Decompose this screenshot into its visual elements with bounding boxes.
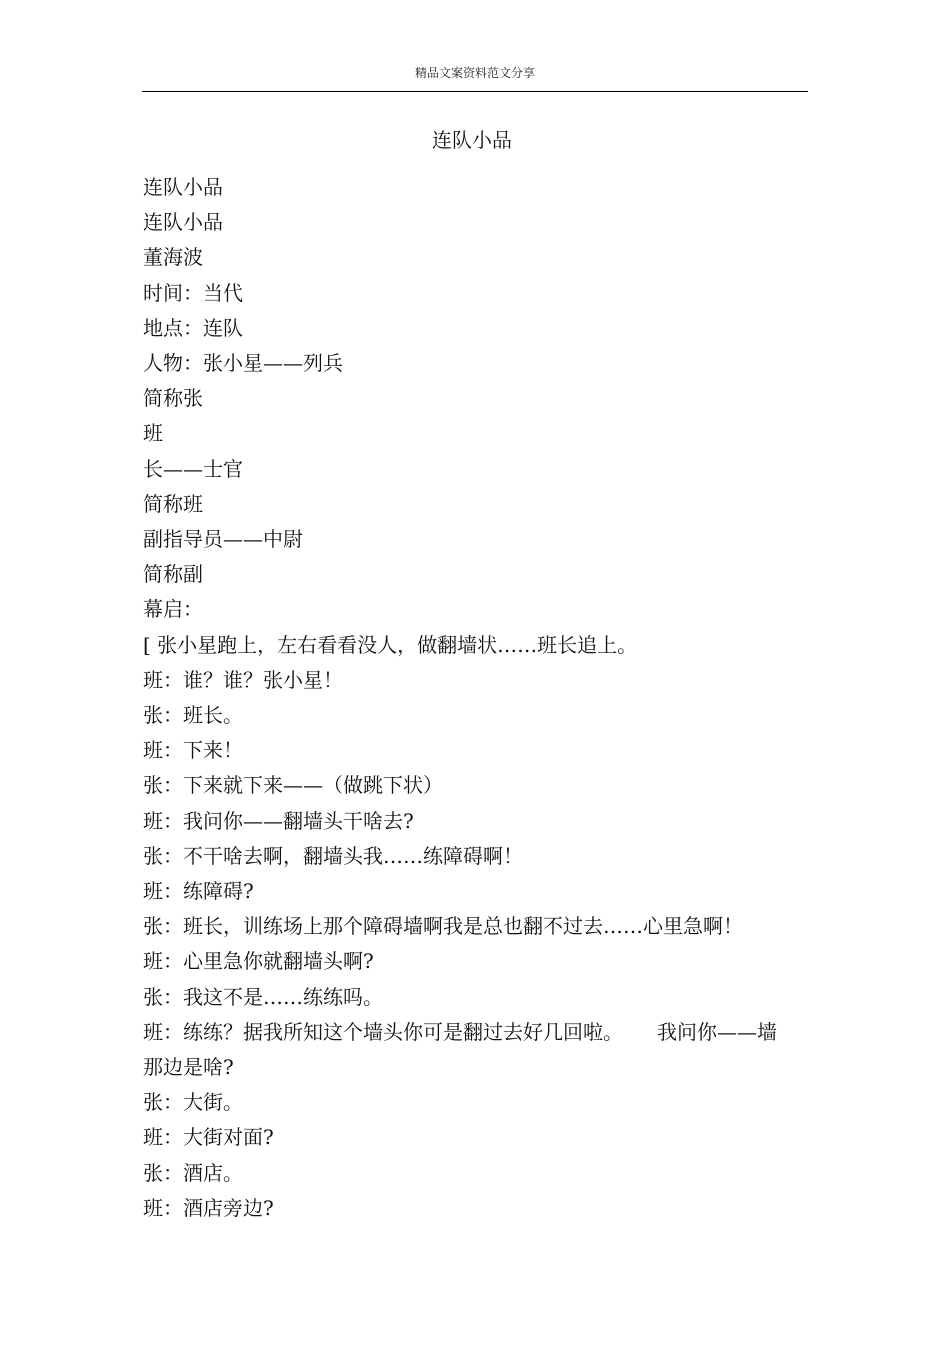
dialogue-line: 班：心里急你就翻墙头啊?	[143, 949, 374, 974]
page-header: 精品文案资料范文分享	[414, 66, 535, 80]
stage-direction: [ 张小星跑上，左右看看没人，做翻墙状……班长追上。	[143, 632, 638, 657]
dialogue-line: 张：班长。	[143, 703, 243, 728]
dialogue-line: 张：不干啥去啊，翻墙头我……练障碍啊！	[143, 843, 523, 868]
body-line: 班	[143, 421, 163, 446]
dialogue-segment: 我问你——墙	[657, 1019, 777, 1044]
body-line: 连队小品	[143, 175, 223, 199]
body-line: 副指导员——中尉	[143, 527, 303, 552]
document-title: 连队小品	[432, 128, 512, 152]
dialogue-line-continued: 那边是啥?	[143, 1055, 234, 1080]
dialogue-line: 班：大街对面?	[143, 1125, 274, 1150]
body-line: 人物：张小星——列兵	[143, 351, 343, 376]
body-line: 简称副	[143, 562, 203, 587]
dialogue-line: 张：我这不是……练练吗。	[143, 984, 383, 1009]
dialogue-line: 班：我问你——翻墙头干啥去?	[143, 808, 414, 833]
dialogue-line: 班：练障碍?	[143, 879, 254, 904]
body-line: 幕启：	[143, 597, 203, 622]
body-line: 长——士官	[143, 456, 243, 481]
author-line: 董海波	[143, 245, 203, 270]
body-line: 简称班	[143, 491, 203, 516]
dialogue-line	[143, 1015, 807, 1050]
body-line: 地点：连队	[143, 315, 243, 340]
dialogue-line: 张：大街。	[143, 1090, 243, 1115]
dialogue-line: 张：酒店。	[143, 1160, 243, 1185]
dialogue-line: 班：下来！	[143, 738, 243, 763]
document-body	[143, 170, 807, 1226]
dialogue-line: 班：酒店旁边?	[143, 1195, 274, 1220]
body-line: 时间：当代	[143, 280, 243, 305]
dialogue-line: 班：谁？谁？张小星！	[143, 667, 343, 692]
body-line: 简称张	[143, 386, 203, 411]
dialogue-line: 张：下来就下来——（做跳下状）	[143, 773, 443, 798]
dialogue-segment: 班：练练？据我所知这个墙头你可是翻过去好几回啦。	[143, 1019, 623, 1044]
body-line: 连队小品	[143, 210, 223, 235]
header-divider	[142, 91, 808, 92]
dialogue-line: 张：班长，训练场上那个障碍墙啊我是总也翻不过去……心里急啊！	[143, 914, 743, 939]
